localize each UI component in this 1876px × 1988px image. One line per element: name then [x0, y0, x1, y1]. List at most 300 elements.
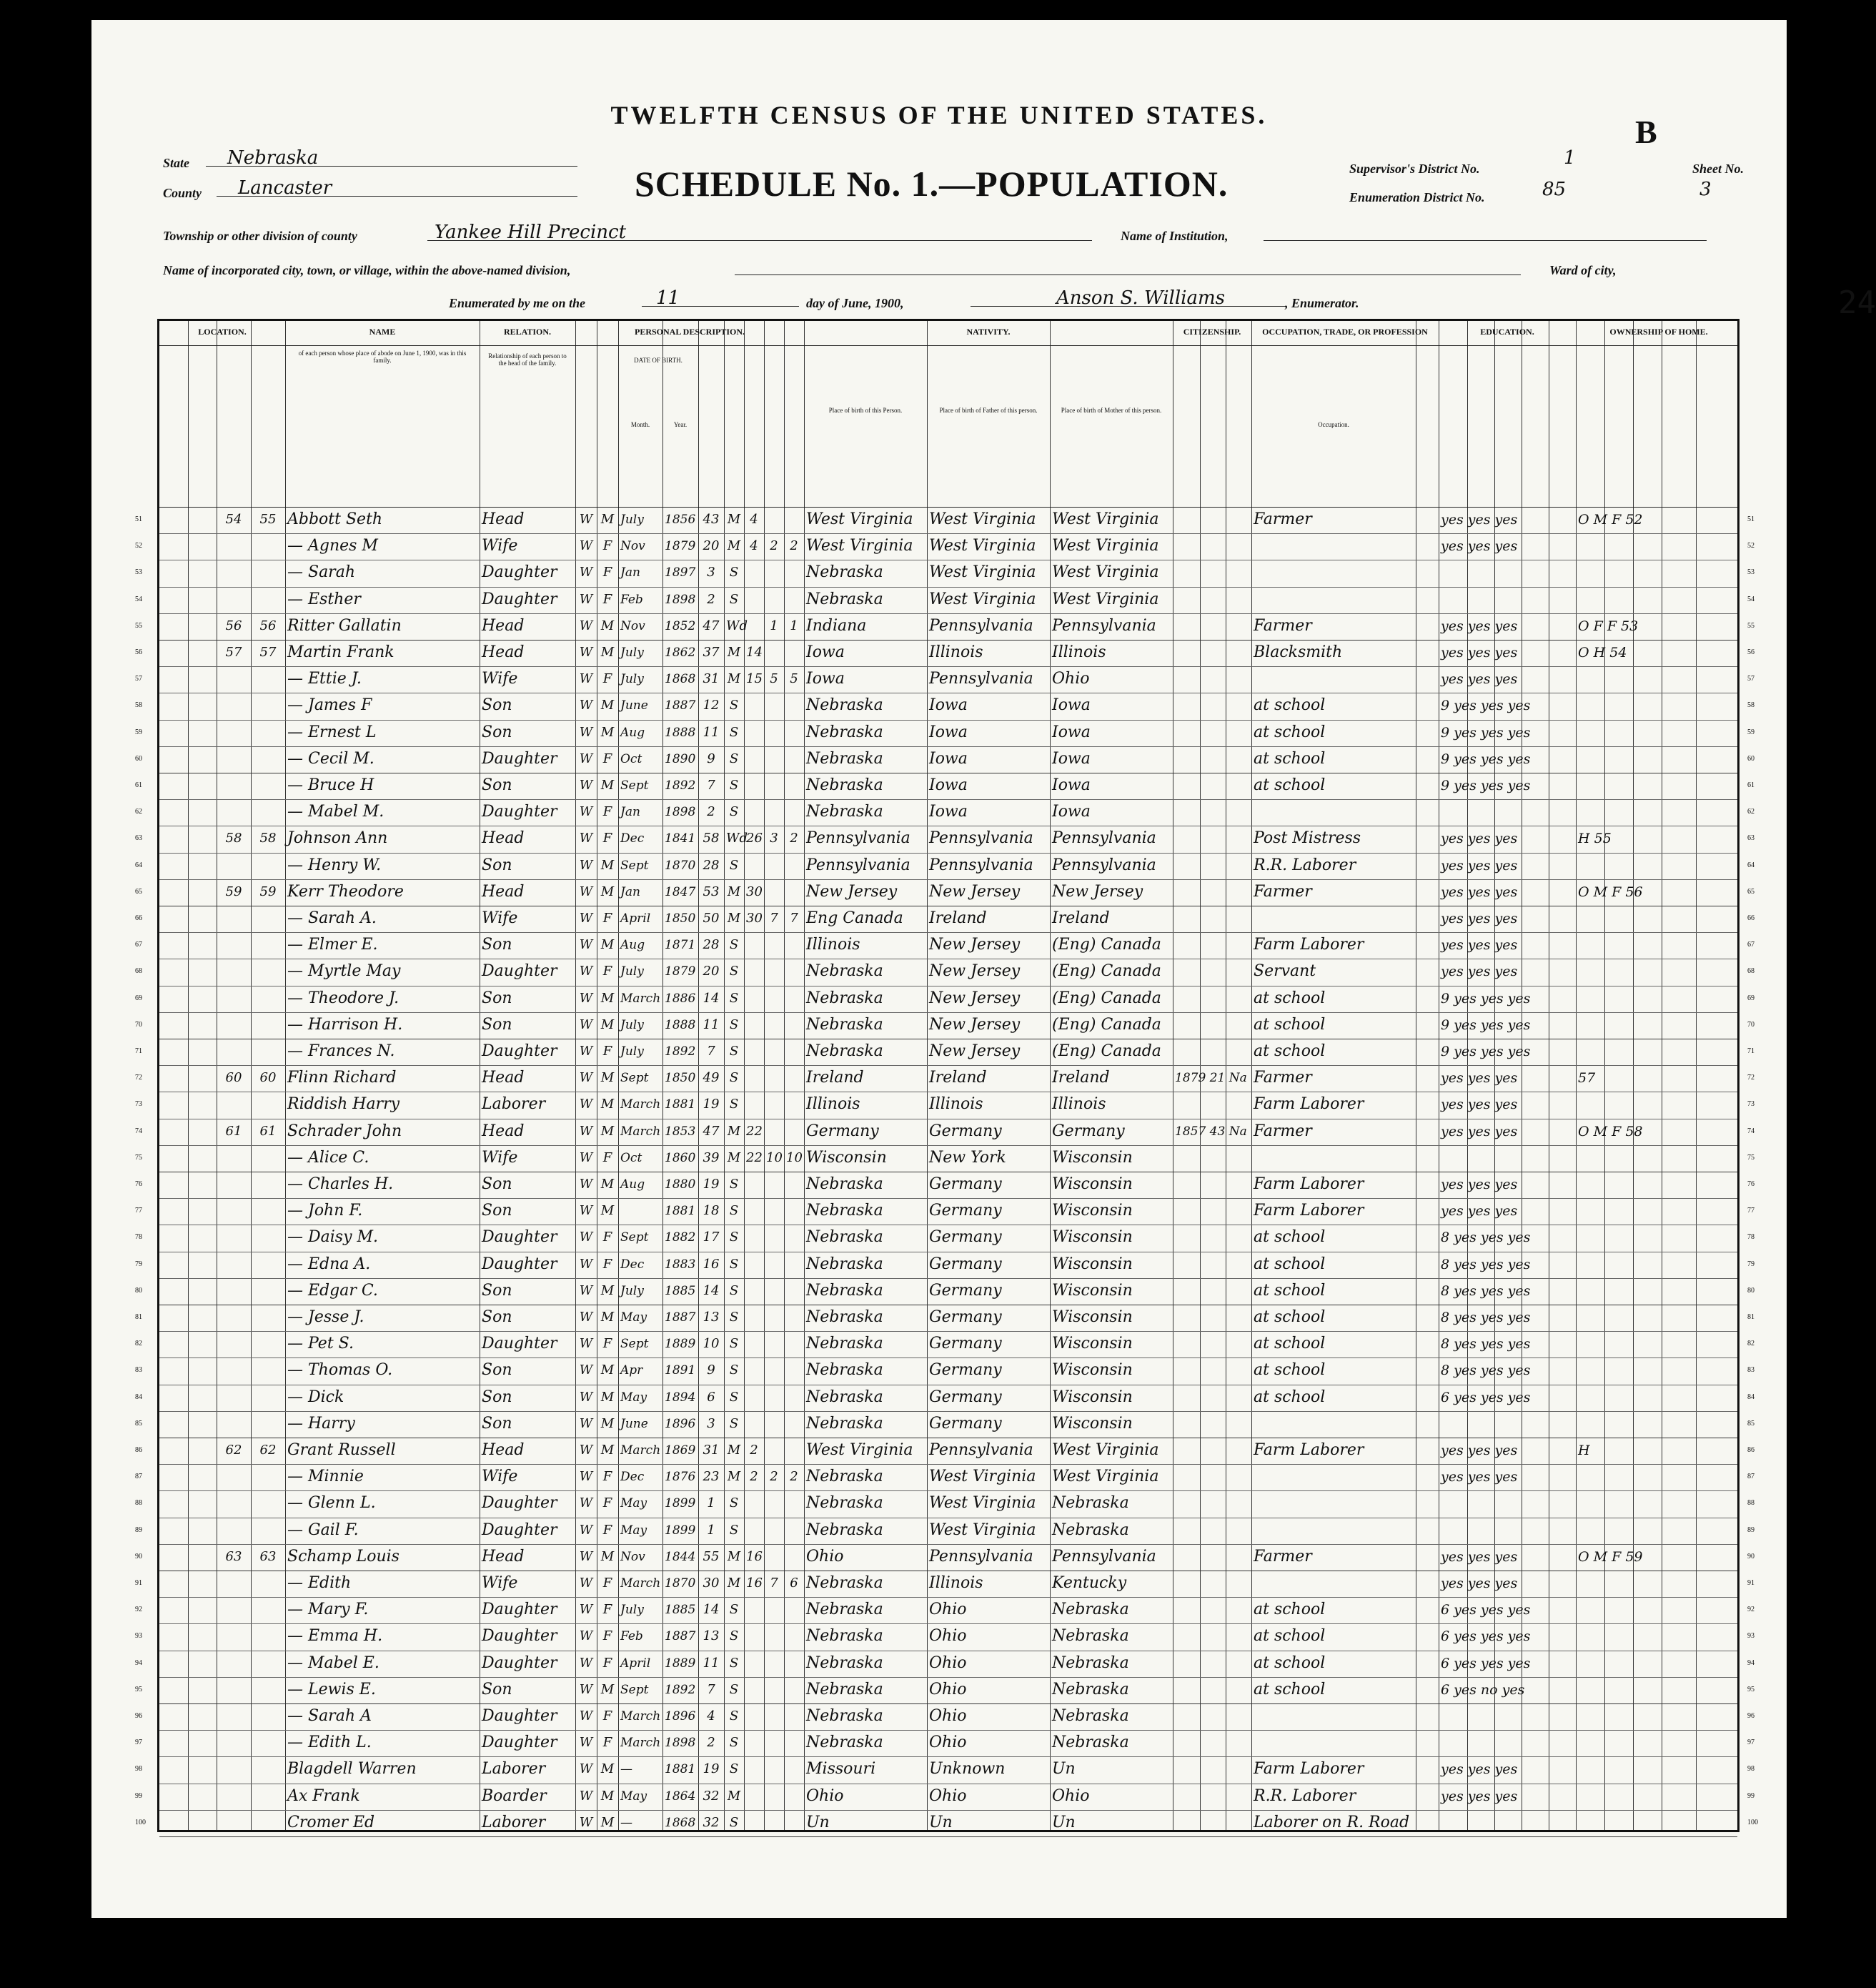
cell-mar: S	[729, 591, 739, 607]
cell-mob: Wisconsin	[1052, 1335, 1133, 1353]
column-group-header: NAME	[369, 327, 396, 337]
cell-color: W	[579, 1415, 593, 1431]
cell-dw: 63	[225, 1548, 242, 1564]
cell-sex: M	[600, 724, 615, 740]
cell-mar: M	[727, 1123, 741, 1139]
cell-name: — Theodore J.	[287, 989, 399, 1007]
line-number: 66	[1747, 914, 1755, 922]
cell-sex: M	[600, 1443, 615, 1458]
cell-month: July	[620, 1283, 644, 1298]
cell-own: 57	[1578, 1070, 1596, 1087]
cell-sex: M	[600, 1681, 615, 1697]
cell-rel: Son	[482, 856, 512, 874]
cell-ch1: 2	[770, 538, 778, 554]
cell-month: July	[620, 1603, 644, 1618]
cell-edu: yes yes yes	[1441, 1788, 1518, 1804]
cell-month: March	[620, 1124, 661, 1139]
line-number: 56	[135, 648, 142, 656]
cell-mar: S	[729, 1761, 739, 1777]
cell-name: Riddish Harry	[287, 1095, 400, 1114]
cell-mob: Ireland	[1052, 1069, 1110, 1087]
cell-mob: Pennsylvania	[1052, 1547, 1156, 1566]
cell-mob: Wisconsin	[1052, 1202, 1133, 1220]
cell-sex: F	[602, 1044, 612, 1059]
cell-ch2: 6	[790, 1576, 798, 1591]
line-number: 77	[135, 1207, 142, 1215]
cell-rel: Son	[482, 776, 512, 794]
cell-year: 1887	[665, 1629, 696, 1644]
cell-mob: Iowa	[1052, 749, 1091, 768]
state-label: State	[163, 156, 190, 170]
cell-mar: M	[727, 1548, 741, 1564]
line-number: 91	[135, 1579, 142, 1587]
cell-edu: yes yes yes	[1441, 937, 1518, 954]
grid-column-line	[698, 321, 699, 1830]
cell-mar: S	[729, 1070, 739, 1086]
cell-mar: S	[729, 1256, 739, 1272]
cell-rel: Daughter	[482, 1228, 557, 1247]
cell-name: Blagdell Warren	[287, 1760, 417, 1779]
county-label: County	[163, 186, 202, 200]
cell-month: Sept	[620, 1230, 649, 1245]
cell-pob: Nebraska	[806, 1680, 883, 1698]
cell-year: 1870	[665, 858, 696, 873]
cell-pob: Nebraska	[806, 723, 883, 741]
cell-pob: Nebraska	[806, 1520, 883, 1539]
cell-fob: Ohio	[929, 1653, 967, 1672]
cell-occ: at school	[1254, 749, 1326, 768]
cell-pob: Nebraska	[806, 989, 883, 1007]
cell-year: 1885	[665, 1283, 696, 1298]
cell-color: W	[579, 778, 593, 793]
cell-name: Kerr Theodore	[287, 882, 404, 901]
line-number: 59	[1747, 728, 1755, 736]
cell-occ: Post Mistress	[1254, 829, 1361, 848]
enum-district-label: Enumeration District No.	[1349, 190, 1485, 204]
cell-ch1: 10	[766, 1149, 783, 1165]
cell-sex: M	[600, 1415, 615, 1431]
cell-year: 1853	[665, 1124, 696, 1139]
cell-pob: Nebraska	[806, 1734, 883, 1752]
cell-month: April	[620, 1656, 651, 1671]
cell-color: W	[579, 1203, 593, 1219]
cell-occ: at school	[1254, 1308, 1326, 1326]
cell-rel: Wife	[482, 1148, 518, 1167]
cell-year: 1885	[665, 1603, 696, 1618]
cell-age: 55	[703, 1548, 720, 1564]
cell-age: 3	[707, 565, 715, 580]
cell-month: Apr	[620, 1363, 643, 1378]
cell-mob: Nebraska	[1052, 1601, 1129, 1619]
cell-sex: F	[602, 1149, 612, 1165]
city-label: Name of incorporated city, town, or village, within the above-named division,	[163, 263, 571, 277]
cell-year: 1882	[665, 1230, 696, 1245]
cell-color: W	[579, 911, 593, 926]
cell-occ: at school	[1254, 1627, 1326, 1646]
cell-mar: M	[727, 1788, 741, 1804]
cell-color: W	[579, 1708, 593, 1724]
cell-sex: F	[602, 671, 612, 687]
cell-edu: yes yes yes	[1441, 1203, 1518, 1220]
line-number: 52	[135, 542, 142, 550]
cell-pob: Nebraska	[806, 1202, 883, 1220]
cell-pob: Nebraska	[806, 1228, 883, 1247]
line-number: 87	[135, 1473, 142, 1481]
cell-year: 1844	[665, 1549, 696, 1564]
cell-year: 1871	[665, 938, 696, 953]
cell-mar: S	[729, 565, 739, 580]
line-number: 98	[135, 1765, 142, 1774]
cell-edu: 9 yes yes yes	[1441, 990, 1531, 1007]
cell-month: May	[620, 1390, 647, 1405]
cell-edu: 8 yes yes yes	[1441, 1363, 1531, 1379]
cell-month: Sept	[620, 1071, 649, 1086]
line-number: 76	[1747, 1180, 1755, 1188]
cell-mob: Illinois	[1052, 1095, 1106, 1114]
cell-name: — Pet S.	[287, 1335, 354, 1353]
cell-color: W	[579, 1602, 593, 1618]
line-number: 73	[1747, 1100, 1755, 1109]
line-number: 58	[1747, 701, 1755, 710]
line-number: 65	[135, 887, 142, 896]
cell-occ: Farm Laborer	[1254, 936, 1364, 954]
cell-age: 53	[703, 884, 720, 899]
cell-age: 20	[703, 964, 720, 979]
cell-age: 58	[703, 831, 720, 846]
cell-name: — Cecil M.	[287, 749, 374, 768]
grid-column-line	[1251, 321, 1252, 1830]
cell-fam: 57	[259, 645, 277, 660]
cell-color: W	[579, 1282, 593, 1298]
cell-ch2: 2	[790, 538, 798, 554]
cell-edu: yes yes yes	[1441, 512, 1518, 528]
cell-dw: 57	[225, 645, 242, 660]
cell-sex: M	[600, 1070, 615, 1086]
cell-color: W	[579, 645, 593, 660]
cell-mob: Nebraska	[1052, 1627, 1129, 1646]
cell-rel: Daughter	[482, 1601, 557, 1619]
line-number: 87	[1747, 1473, 1755, 1481]
line-number: 63	[1747, 834, 1755, 843]
cell-age: 30	[703, 1576, 720, 1591]
cell-own: O H 54	[1578, 645, 1627, 661]
cell-fob: Ohio	[929, 1627, 967, 1646]
cell-rel: Son	[482, 1175, 512, 1193]
cell-month: —	[620, 1815, 632, 1830]
header-rule	[159, 345, 1737, 346]
cell-rel: Daughter	[482, 1042, 557, 1060]
cell-month: May	[620, 1496, 647, 1511]
cell-age: 3	[707, 1415, 715, 1431]
cell-age: 13	[703, 1310, 720, 1325]
cell-color: W	[579, 591, 593, 607]
line-number: 97	[1747, 1739, 1755, 1747]
cell-sex: M	[600, 1177, 615, 1192]
line-number: 52	[1747, 542, 1755, 550]
cell-fob: Ohio	[929, 1680, 967, 1698]
cell-occ: Farm Laborer	[1254, 1202, 1364, 1220]
cell-edu: yes yes yes	[1441, 618, 1518, 634]
cell-year: 1868	[665, 1815, 696, 1830]
cell-ch1: 3	[770, 831, 778, 846]
cell-year: 1894	[665, 1390, 696, 1405]
cell-rel: Laborer	[482, 1813, 546, 1831]
cell-name: — Alice C.	[287, 1148, 369, 1167]
cell-rel: Head	[482, 882, 525, 901]
cell-name: Ritter Gallatin	[287, 616, 402, 635]
cell-mar: S	[729, 751, 739, 766]
cell-rel: Daughter	[482, 749, 557, 768]
cell-fob: Germany	[929, 1228, 1002, 1247]
cell-fob: Iowa	[929, 749, 968, 768]
cell-yrs: 14	[746, 645, 763, 660]
census-sheet	[91, 20, 1876, 1918]
cell-year: 1868	[665, 672, 696, 687]
cell-rel: Head	[482, 1069, 525, 1087]
cell-fob: Pennsylvania	[929, 1441, 1033, 1459]
line-number: 95	[1747, 1685, 1755, 1693]
column-group-header: CITIZENSHIP.	[1183, 327, 1241, 337]
cell-sex: F	[602, 911, 612, 926]
line-number: 99	[135, 1791, 142, 1800]
institution-label: Name of Institution,	[1121, 229, 1229, 243]
cell-edu: 8 yes yes yes	[1441, 1230, 1531, 1246]
cell-occ: at school	[1254, 1680, 1326, 1698]
cell-own: H	[1578, 1443, 1590, 1458]
cell-mar: M	[727, 1443, 741, 1458]
line-number: 59	[135, 728, 142, 736]
grid-column-line	[188, 321, 189, 1830]
line-number: 72	[135, 1074, 142, 1082]
cell-color: W	[579, 1628, 593, 1644]
cell-age: 10	[703, 1336, 720, 1352]
cell-age: 9	[707, 751, 715, 766]
cell-rel: Daughter	[482, 962, 557, 981]
cell-rel: Head	[482, 1441, 525, 1459]
cell-occ: at school	[1254, 776, 1326, 794]
cell-year: 1881	[665, 1204, 696, 1219]
cell-color: W	[579, 1548, 593, 1564]
cell-color: W	[579, 1469, 593, 1485]
cell-color: W	[579, 1256, 593, 1272]
cell-pob: Nebraska	[806, 1015, 883, 1034]
cell-age: 20	[703, 538, 720, 554]
line-number: 68	[135, 967, 142, 976]
cell-month: June	[620, 698, 648, 713]
cell-pob: New Jersey	[806, 882, 898, 901]
cell-pob: Nebraska	[806, 563, 883, 582]
cell-mar: M	[727, 538, 741, 554]
line-number: 62	[135, 808, 142, 816]
cell-edu: yes yes yes	[1441, 671, 1518, 688]
line-number: 76	[135, 1180, 142, 1188]
cell-pob: Nebraska	[806, 1281, 883, 1300]
cell-name: — Minnie	[287, 1468, 364, 1486]
cell-age: 9	[707, 1363, 715, 1378]
cell-color: W	[579, 1070, 593, 1086]
cell-dw: 60	[225, 1070, 242, 1086]
cell-color: W	[579, 1363, 593, 1378]
cell-yrs: 22	[746, 1149, 763, 1165]
cell-fob: New Jersey	[929, 936, 1021, 954]
cell-fob: Ohio	[929, 1707, 967, 1725]
cell-name: — Ernest L	[287, 723, 377, 741]
cell-month: Aug	[620, 938, 645, 953]
line-number: 95	[135, 1685, 142, 1693]
cell-sex: M	[600, 512, 615, 527]
cell-age: 19	[703, 1177, 720, 1192]
grid-column-line	[744, 321, 745, 1830]
cell-fam: 55	[259, 512, 277, 527]
cell-mar: S	[729, 1655, 739, 1671]
cell-age: 43	[703, 512, 720, 527]
subheader-birth: DATE OF BIRTH.	[634, 357, 683, 364]
cell-age: 7	[707, 778, 715, 793]
cell-sex: M	[600, 884, 615, 899]
cell-rel: Son	[482, 1202, 512, 1220]
cell-edu: yes yes yes	[1441, 831, 1518, 847]
cell-mob: Wisconsin	[1052, 1228, 1133, 1247]
cell-fob: Germany	[929, 1361, 1002, 1380]
cell-dw: 54	[225, 512, 242, 527]
cell-month: May	[620, 1310, 647, 1325]
cell-occ: R.R. Laborer	[1254, 856, 1356, 874]
cell-sex: F	[602, 1655, 612, 1671]
cell-fob: West Virginia	[929, 537, 1036, 555]
cell-dw: 59	[225, 884, 242, 899]
cell-age: 32	[703, 1788, 720, 1804]
line-number: 89	[135, 1525, 142, 1534]
cell-sex: M	[600, 1788, 615, 1804]
cell-age: 28	[703, 937, 720, 953]
cell-pob: Nebraska	[806, 776, 883, 794]
line-number: 54	[135, 595, 142, 603]
cell-year: 1899	[665, 1496, 696, 1511]
cell-month: Dec	[620, 1257, 645, 1272]
cell-color: W	[579, 1336, 593, 1352]
line-number: 69	[135, 994, 142, 1002]
cell-fam: 63	[259, 1548, 277, 1564]
cell-sex: F	[602, 1336, 612, 1352]
cell-cit: 1879 21 Na	[1175, 1071, 1247, 1086]
line-number: 74	[1747, 1127, 1755, 1135]
column-group-header: NATIVITY.	[966, 327, 1011, 337]
line-number: 69	[1747, 994, 1755, 1002]
cell-year: 1898	[665, 592, 696, 607]
cell-mob: West Virginia	[1052, 1441, 1159, 1459]
cell-name: — Edith L.	[287, 1734, 372, 1752]
cell-mar: M	[727, 671, 741, 687]
cell-age: 1	[707, 1495, 715, 1511]
cell-edu: 8 yes yes yes	[1441, 1336, 1531, 1352]
cell-occ: at school	[1254, 1601, 1326, 1619]
cell-fob: Ireland	[929, 909, 987, 927]
cell-rel: Son	[482, 1680, 512, 1698]
cell-edu: 8 yes yes yes	[1441, 1310, 1531, 1325]
subheader-occupation: Occupation.	[1318, 421, 1349, 428]
cell-sex: M	[600, 778, 615, 793]
cell-age: 11	[703, 1017, 720, 1032]
cell-age: 2	[707, 591, 715, 607]
cell-sex: M	[600, 1123, 615, 1139]
cell-occ: R.R. Laborer	[1254, 1786, 1356, 1805]
cell-mar: S	[729, 804, 739, 820]
line-number: 51	[135, 515, 142, 523]
cell-year: 1881	[665, 1097, 696, 1112]
cell-mar: Wd	[726, 831, 748, 846]
cell-year: 1888	[665, 1017, 696, 1032]
cell-name: Flinn Richard	[287, 1069, 397, 1087]
cell-age: 31	[703, 1443, 720, 1458]
cell-pob: Pennsylvania	[806, 856, 910, 874]
cell-year: 1879	[665, 539, 696, 554]
grid-column-line	[1050, 321, 1051, 1830]
cell-mar: S	[729, 1681, 739, 1697]
cell-mar: S	[729, 1363, 739, 1378]
cell-mob: Kentucky	[1052, 1574, 1127, 1592]
cell-month: March	[620, 1736, 661, 1751]
cell-pob: West Virginia	[806, 510, 913, 528]
cell-own: O M F 59	[1578, 1548, 1643, 1565]
cell-age: 47	[703, 1123, 720, 1139]
cell-year: 1856	[665, 513, 696, 527]
line-number: 55	[1747, 621, 1755, 630]
cell-name: — Daisy M.	[287, 1228, 379, 1247]
cell-edu: 8 yes yes yes	[1441, 1256, 1531, 1272]
cell-yrs: 30	[746, 911, 763, 926]
cell-mar: M	[727, 884, 741, 899]
cell-mob: West Virginia	[1052, 510, 1159, 528]
cell-edu: yes yes yes	[1441, 538, 1518, 555]
cell-color: W	[579, 1230, 593, 1245]
cell-name: — Mabel M.	[287, 803, 384, 821]
cell-month: Sept	[620, 858, 649, 873]
cell-month: Dec	[620, 1470, 645, 1485]
cell-rel: Head	[482, 829, 525, 848]
cell-year: 1891	[665, 1363, 696, 1378]
cell-occ: Farm Laborer	[1254, 1175, 1364, 1193]
cell-fob: Germany	[929, 1255, 1002, 1273]
cell-sex: M	[600, 645, 615, 660]
cell-edu: yes yes yes	[1441, 1576, 1518, 1591]
cell-fob: Ireland	[929, 1069, 987, 1087]
line-number: 68	[1747, 967, 1755, 976]
column-group-header: EDUCATION.	[1480, 327, 1534, 337]
cell-edu: 6 yes no yes	[1441, 1681, 1525, 1698]
cell-yrs: 15	[746, 671, 763, 687]
cell-ch1: 5	[770, 671, 778, 687]
row-rule	[159, 1836, 1737, 1837]
cell-cit: 1857 43 Na	[1175, 1124, 1247, 1139]
cell-name: — Elmer E.	[287, 936, 378, 954]
line-number: 98	[1747, 1765, 1755, 1774]
line-number: 61	[135, 781, 142, 789]
cell-rel: Daughter	[482, 803, 557, 821]
cell-sex: F	[602, 1576, 612, 1591]
cell-fob: Ohio	[929, 1734, 967, 1752]
line-number: 57	[135, 675, 142, 683]
line-number: 73	[135, 1100, 142, 1109]
cell-fob: Pennsylvania	[929, 616, 1033, 635]
line-number: 56	[1747, 648, 1755, 656]
cell-age: 47	[703, 618, 720, 633]
cell-mob: Pennsylvania	[1052, 829, 1156, 848]
cell-mob: Pennsylvania	[1052, 616, 1156, 635]
cell-color: W	[579, 884, 593, 899]
cell-year: 1889	[665, 1337, 696, 1352]
cell-pob: Ohio	[806, 1547, 844, 1566]
cell-month: June	[620, 1416, 648, 1431]
